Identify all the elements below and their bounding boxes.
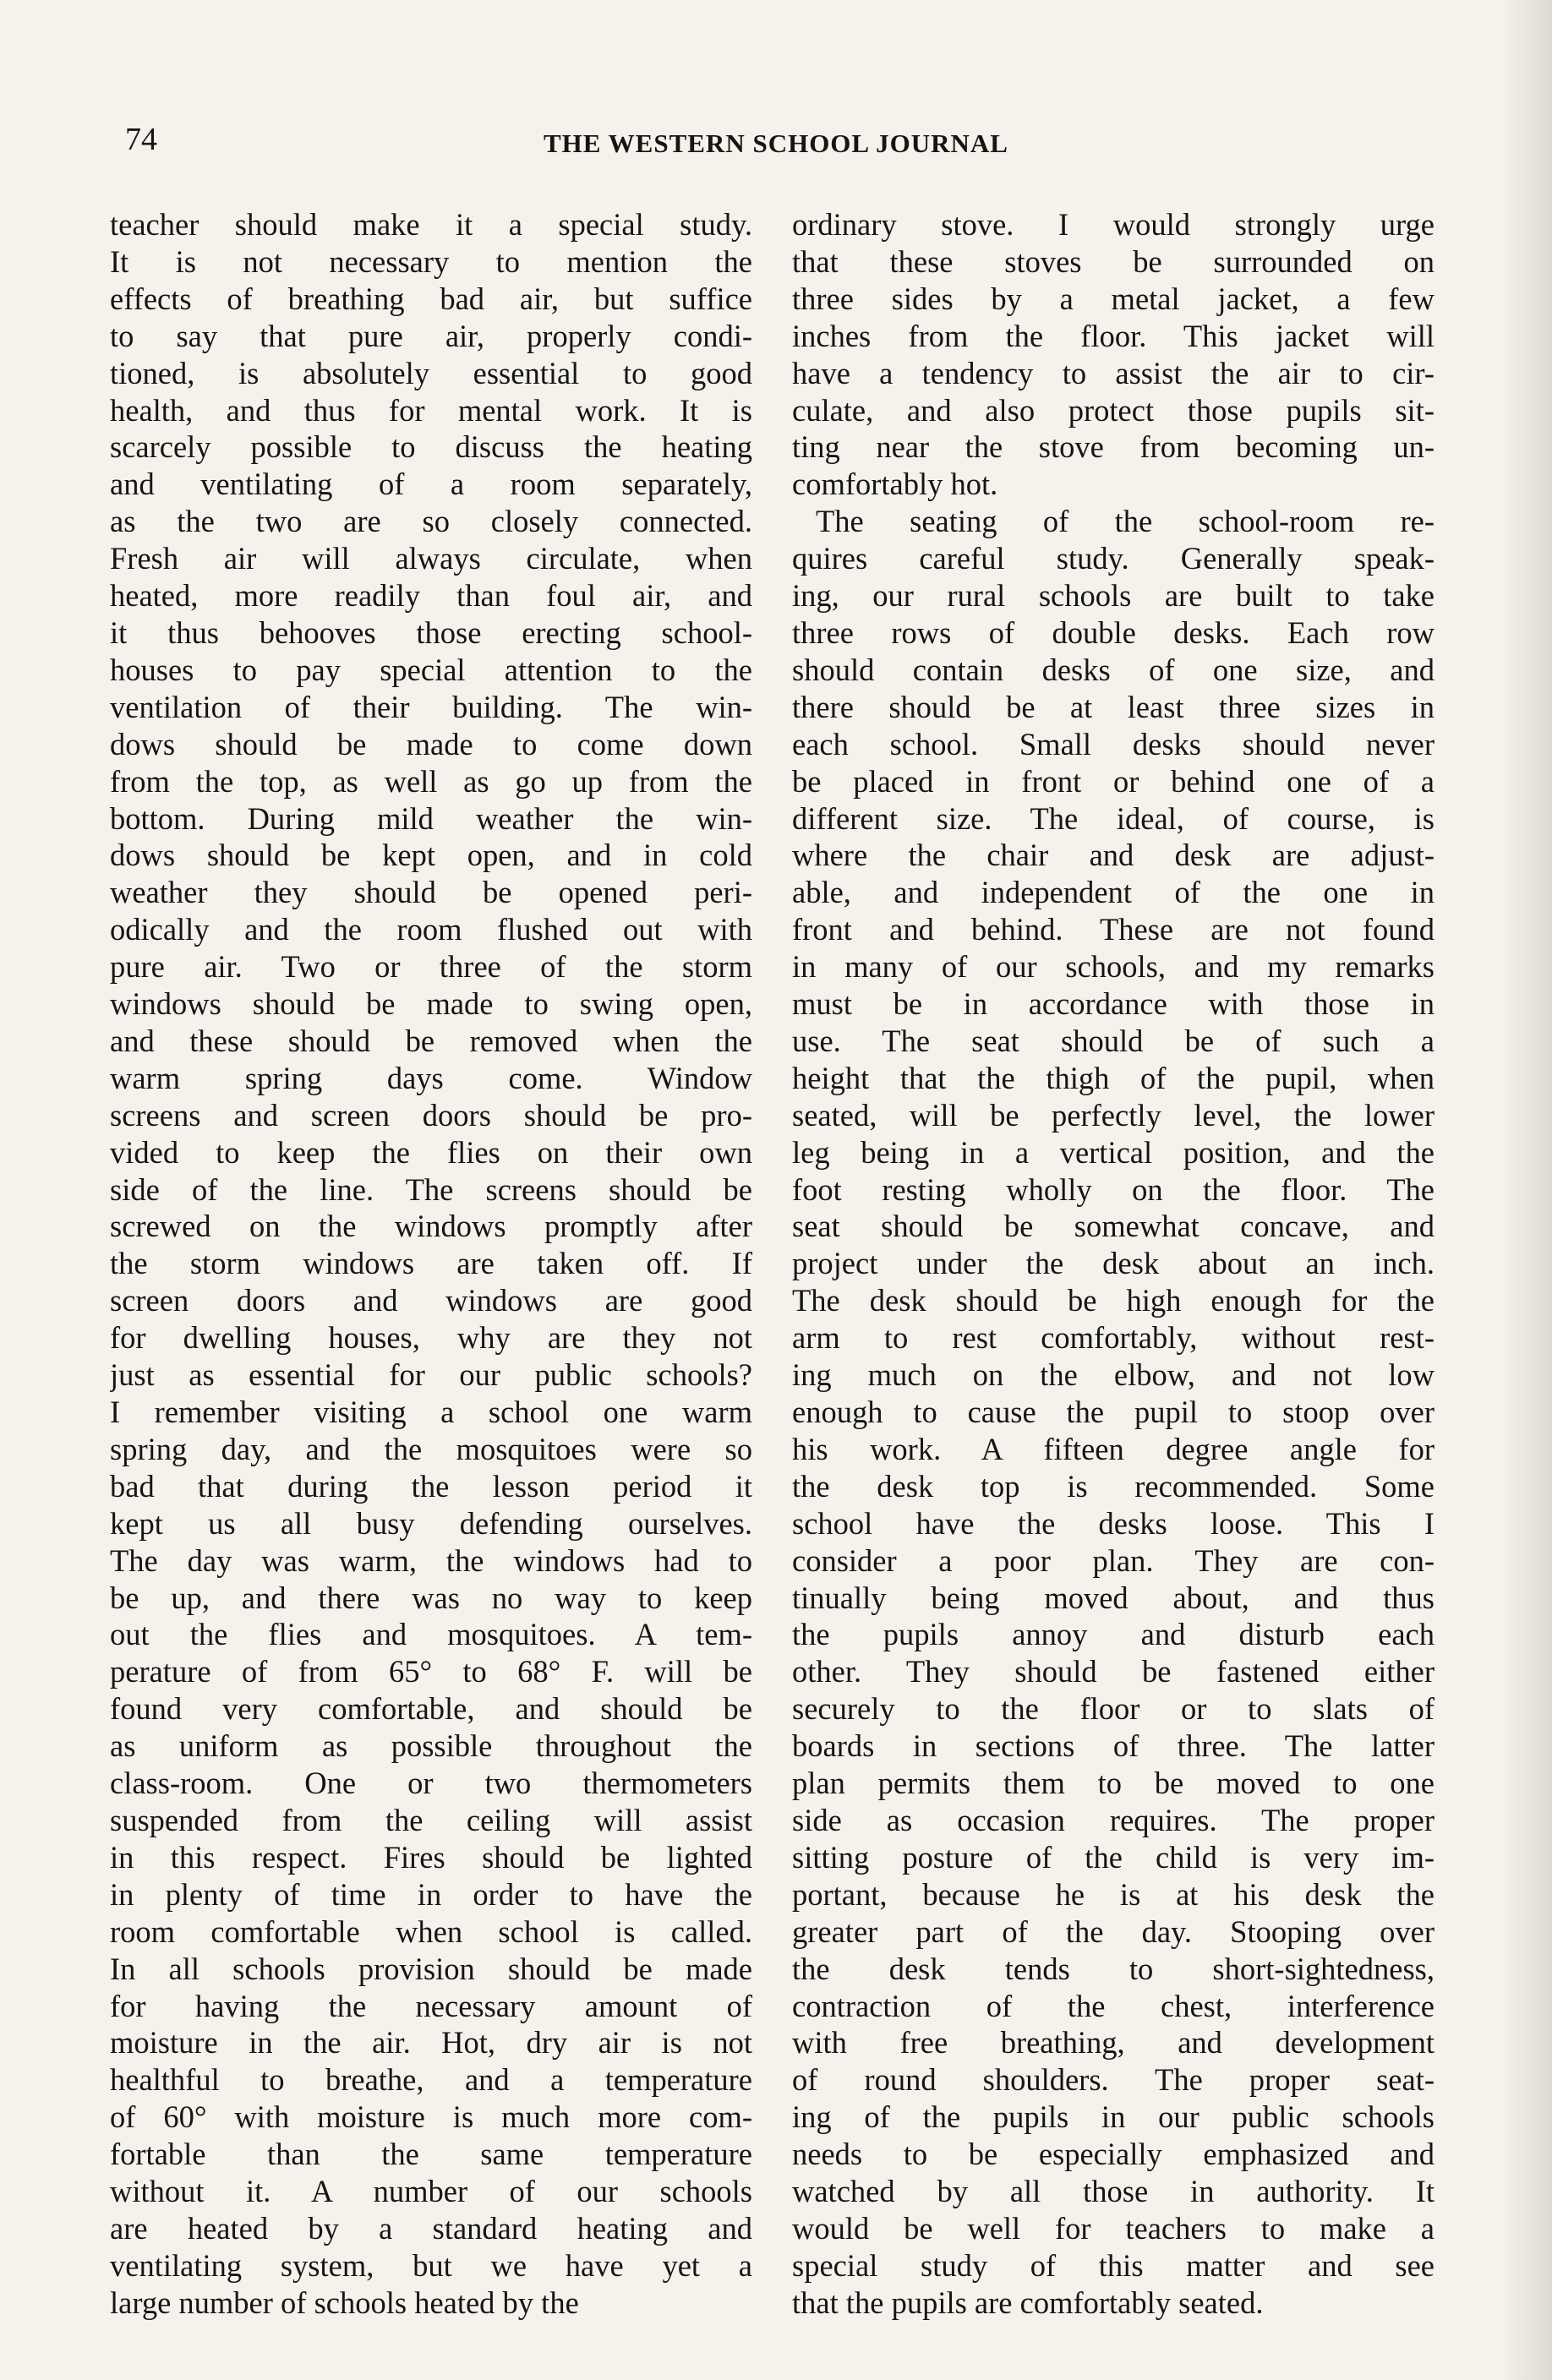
text-line: The day was warm, the windows had to — [110, 1542, 752, 1578]
text-line: project under the desk about an inch. — [792, 1246, 1435, 1281]
text-line: large number of schools heated by the — [110, 2284, 579, 2320]
text-line: pure air. Two or three of the storm — [110, 949, 752, 985]
text-line: houses to pay special attention to the — [110, 652, 752, 687]
text-line: weather they should be opened peri- — [110, 875, 752, 910]
text-line: seated, will be perfectly level, the lower — [792, 1097, 1435, 1133]
text-line: fortable than the same temperature — [110, 2137, 752, 2172]
text-line: sitting posture of the child is very im- — [792, 1839, 1435, 1875]
text-line: enough to cause the pupil to stoop over — [792, 1395, 1435, 1429]
text-line: have a tendency to assist the air to cir- — [792, 355, 1435, 390]
text-line: to say that pure air, properly condi- — [110, 318, 752, 353]
text-line: moisture in the air. Hot, dry air is not — [110, 2025, 752, 2061]
text-line: the pupils annoy and disturb each — [792, 1617, 1435, 1652]
text-line: health, and thus for mental work. It is — [110, 392, 752, 428]
text-line: seat should be somewhat concave, and — [792, 1209, 1435, 1244]
text-line: suspended from the ceiling will assist — [110, 1802, 752, 1837]
text-line: greater part of the day. Stooping over — [792, 1913, 1435, 1949]
text-line: with free breathing, and development — [792, 2025, 1435, 2061]
text-line: ventilating system, but we have yet a — [110, 2247, 752, 2283]
text-line: in plenty of time in order to have the — [110, 1876, 752, 1912]
text-line: where the chair and desk are adjust- — [792, 838, 1435, 873]
text-line: heated, more readily than foul air, and — [110, 578, 752, 614]
text-line: watched by all those in authority. It — [792, 2174, 1435, 2209]
text-line: windows should be made to swing open, — [110, 986, 752, 1022]
text-line: leg being in a vertical position, and the — [792, 1134, 1435, 1170]
text-line: tioned, is absolutely essential to good — [110, 355, 752, 390]
text-line: and these should be removed when the — [110, 1023, 752, 1058]
text-line: screwed on the windows promptly after — [110, 1209, 752, 1244]
text-line: vided to keep the flies on their own — [110, 1134, 752, 1170]
text-line: for having the necessary amount of — [110, 1988, 752, 2023]
text-line: quires careful study. Generally speak- — [792, 541, 1435, 576]
text-line: would be well for teachers to make a — [792, 2210, 1435, 2246]
text-line: found very comfortable, and should be — [110, 1691, 752, 1727]
text-line: scarcely possible to discuss the heating — [110, 429, 752, 465]
text-line: kept us all busy defending ourselves. — [110, 1505, 752, 1541]
text-line: there should be at least three sizes in — [792, 689, 1435, 724]
text-line: as uniform as possible throughout the — [110, 1728, 752, 1764]
text-line: height that the thigh of the pupil, when — [792, 1060, 1435, 1095]
text-line: that the pupils are comfortably seated. — [792, 2284, 1264, 2320]
text-line: consider a poor plan. They are con- — [792, 1542, 1435, 1578]
text-line: other. They should be fastened either — [792, 1654, 1435, 1689]
text-line: spring day, and the mosquitoes were so — [110, 1431, 752, 1466]
text-line: ventilation of their building. The win- — [110, 689, 752, 724]
text-line: foot resting wholly on the floor. The — [792, 1171, 1435, 1207]
text-line: and ventilating of a room separately, — [110, 467, 752, 502]
text-line: the desk tends to short-sightedness, — [792, 1951, 1435, 1986]
text-line: his work. A fifteen degree angle for — [792, 1431, 1435, 1466]
text-line: must be in accordance with those in — [792, 986, 1435, 1022]
text-line: it thus behooves those erecting school- — [110, 614, 752, 650]
text-line: of 60° with moisture is much more com- — [110, 2099, 752, 2135]
text-line: without it. A number of our schools — [110, 2174, 752, 2209]
text-line: different size. The ideal, of course, is — [792, 800, 1435, 836]
text-line: side of the line. The screens should be — [110, 1171, 752, 1207]
text-line: tinually being moved about, and thus — [792, 1580, 1435, 1615]
text-line: bad that during the lesson period it — [110, 1468, 752, 1504]
text-line: the desk top is recommended. Some — [792, 1468, 1435, 1504]
text-line: culate, and also protect those pupils sit- — [792, 392, 1435, 428]
text-line: ting near the stove from becoming un- — [792, 429, 1435, 465]
right-text-column — [792, 206, 1435, 2322]
text-line: securely to the floor or to slats of — [792, 1691, 1435, 1727]
text-line: ing much on the elbow, and not low — [792, 1357, 1435, 1393]
text-line: be up, and there was no way to keep — [110, 1580, 752, 1615]
text-line: side as occasion requires. The proper — [792, 1802, 1435, 1837]
text-line: should contain desks of one size, and — [792, 652, 1435, 687]
text-line: school have the desks loose. This I — [792, 1505, 1435, 1541]
text-line: special study of this matter and see — [792, 2247, 1435, 2283]
text-line: The desk should be high enough for the — [792, 1283, 1435, 1318]
text-line: be placed in front or behind one of a — [792, 763, 1435, 799]
text-line: use. The seat should be of such a — [792, 1023, 1435, 1058]
text-line: screen doors and windows are good — [110, 1283, 752, 1318]
text-line: just as essential for our public schools? — [110, 1357, 752, 1393]
text-line: out the flies and mosquitoes. A tem- — [110, 1617, 752, 1652]
text-line: healthful to breathe, and a temperature — [110, 2062, 752, 2098]
text-line: ordinary stove. I would strongly urge — [792, 207, 1435, 242]
text-line: the storm windows are taken off. If — [110, 1246, 752, 1281]
running-head: THE WESTERN SCHOOL JOURNAL — [544, 128, 1008, 158]
text-line: screens and screen doors should be pro- — [110, 1097, 752, 1133]
text-line: for dwelling houses, why are they not — [110, 1320, 752, 1356]
text-line: class-room. One or two thermometers — [110, 1766, 752, 1801]
text-line: boards in sections of three. The latter — [792, 1728, 1435, 1764]
text-line: room comfortable when school is called. — [110, 1913, 752, 1949]
text-line: dows should be made to come down — [110, 726, 752, 761]
text-line: ing of the pupils in our public schools — [792, 2099, 1435, 2135]
text-line: from the top, as well as go up from the — [110, 763, 752, 799]
text-line: contraction of the chest, interference — [792, 1988, 1435, 2023]
text-line: In all schools provision should be made — [110, 1951, 752, 1986]
text-line: needs to be especially emphasized and — [792, 2137, 1435, 2172]
text-line: of round shoulders. The proper seat- — [792, 2062, 1435, 2098]
text-line: effects of breathing bad air, but suffice — [110, 281, 752, 316]
left-text-column — [110, 206, 752, 2322]
text-line: inches from the floor. This jacket will — [792, 318, 1435, 353]
text-line: perature of from 65° to 68° F. will be — [110, 1654, 752, 1689]
text-line: plan permits them to be moved to one — [792, 1766, 1435, 1801]
page-edge-shadow — [1501, 0, 1552, 2380]
text-line: are heated by a standard heating and — [110, 2210, 752, 2246]
text-line: The seating of the school-room re- — [816, 504, 1435, 539]
text-line: each school. Small desks should never — [792, 726, 1435, 761]
text-line: Fresh air will always circulate, when — [110, 541, 752, 576]
text-line: ing, our rural schools are built to take — [792, 578, 1435, 614]
text-line: dows should be kept open, and in cold — [110, 838, 752, 873]
text-line: front and behind. These are not found — [792, 912, 1435, 947]
text-line: three sides by a metal jacket, a few — [792, 281, 1435, 316]
text-line: in many of our schools, and my remarks — [792, 949, 1435, 985]
text-line: comfortably hot. — [792, 467, 998, 502]
text-line: odically and the room flushed out with — [110, 912, 752, 947]
page-number: 74 — [125, 122, 157, 157]
text-line: as the two are so closely connected. — [110, 504, 752, 539]
text-line: warm spring days come. Window — [110, 1060, 752, 1095]
text-line: able, and independent of the one in — [792, 875, 1435, 910]
text-line: arm to rest comfortably, without rest- — [792, 1320, 1435, 1356]
text-line: portant, because he is at his desk the — [792, 1876, 1435, 1912]
text-line: teacher should make it a special study. — [110, 207, 752, 242]
text-line: I remember visiting a school one warm — [110, 1395, 752, 1429]
text-line: three rows of double desks. Each row — [792, 614, 1435, 650]
text-line: in this respect. Fires should be lighted — [110, 1839, 752, 1875]
text-line: bottom. During mild weather the win- — [110, 800, 752, 836]
text-line: that these stoves be surrounded on — [792, 243, 1435, 279]
text-line: It is not necessary to mention the — [110, 243, 752, 279]
